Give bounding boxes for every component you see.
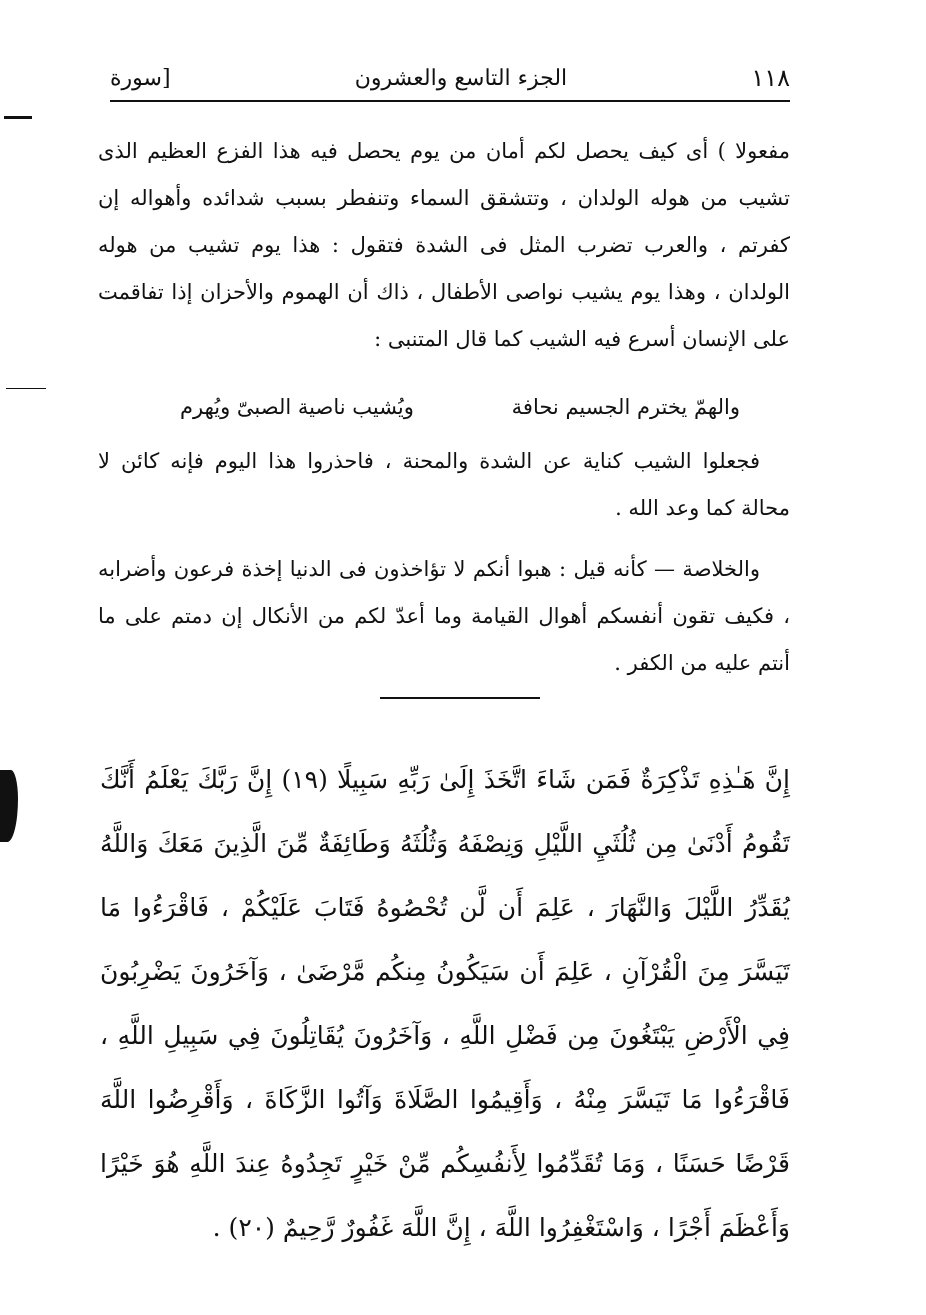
quran-text-block [100, 748, 790, 1260]
commentary-text-1: مفعولا ) أى كيف يحصل لكم أمان من يوم يحصل فيه هذا الفزع العظيم الذى تشيب من هوله الولدان ، وتتشقق السماء وتنفطر بسبب شدائده وأهواله إن كفرتم ، والعرب تضرب المثل فى الشدة فتقول : هذا يوم تشيب من هوله الولدان ، وهذا يوم يشيب نواصى الأطفال ، ذاك أن الهموم والأحزان إذا تفاقمت على الإنسان أسرع فيه الشيب كما قال المتنبى : [98, 139, 790, 351]
verse-first-hemistich: والهمّ يخترم الجسيم نحافة [511, 395, 740, 419]
scan-blot [0, 770, 18, 842]
section-divider [380, 697, 540, 699]
commentary-paragraph-1 [98, 128, 790, 363]
part-title: الجزء التاسع والعشرون [354, 65, 568, 91]
page-number: ١١٨ [751, 64, 790, 92]
header-rule [110, 100, 790, 102]
surah-label: [سورة [110, 65, 171, 91]
commentary-paragraph-3 [98, 546, 790, 687]
quran-text: إِنَّ هَـٰذِهِ تَذْكِرَةٌ فَمَن شَاءَ اتَّخَذَ إِلَىٰ رَبِّهِ سَبِيلًا (١٩) إِنَّ رَبَّكَ يَعْلَمُ أَنَّكَ تَقُومُ أَدْنَىٰ مِن ثُلُثَيِ اللَّيْلِ وَنِصْفَهُ وَثُلُثَهُ وَطَائِفَةٌ مِّنَ الَّذِينَ مَعَكَ وَاللَّهُ يُقَدِّرُ اللَّيْلَ وَالنَّهَارَ ، عَلِمَ أَن لَّن تُحْصُوهُ فَتَابَ عَلَيْكُمْ ، فَاقْرَءُوا مَا تَيَسَّرَ مِنَ الْقُرْآنِ ، عَلِمَ أَن سَيَكُونُ مِنكُم مَّرْضَىٰ ، وَآخَرُونَ يَضْرِبُونَ فِي الْأَرْضِ يَبْتَغُونَ مِن فَضْلِ اللَّهِ ، وَآخَرُونَ يُقَاتِلُونَ فِي سَبِيلِ اللَّهِ ، فَاقْرَءُوا مَا تَيَسَّرَ مِنْهُ ، وَأَقِيمُوا الصَّلَاةَ وَآتُوا الزَّكَاةَ ، وَأَقْرِضُوا اللَّهَ قَرْضًا حَسَنًا ، وَمَا تُقَدِّمُوا لِأَنفُسِكُم مِّنْ خَيْرٍ تَجِدُوهُ عِندَ اللَّهِ هُوَ خَيْرًا وَأَعْظَمَ أَجْرًا ، وَاسْتَغْفِرُوا اللَّهَ ، إِنَّ اللَّهَ غَفُورٌ رَّحِيمٌ (٢٠) . [100, 765, 790, 1242]
scan-mark [4, 116, 32, 119]
commentary-text-3: والخلاصة — كأنه قيل : هبوا أنكم لا تؤاخذون فى الدنيا إخذة فرعون وأضرابه ، فكيف تقون أنفسكم أهوال القيامة وما أعدّ لكم من الأنكال إن دمتم على ما أنتم عليه من الكفر . [98, 557, 790, 675]
poetry-verse [180, 384, 740, 431]
page-header [110, 58, 790, 98]
commentary-paragraph-2 [98, 438, 790, 532]
commentary-text-2: فجعلوا الشيب كناية عن الشدة والمحنة ، فاحذروا هذا اليوم فإنه كائن لا محالة كما وعد الله . [98, 449, 790, 520]
scan-mark [6, 388, 46, 389]
verse-second-hemistich: ويُشيب ناصية الصبىّ ويُهرم [180, 395, 414, 419]
